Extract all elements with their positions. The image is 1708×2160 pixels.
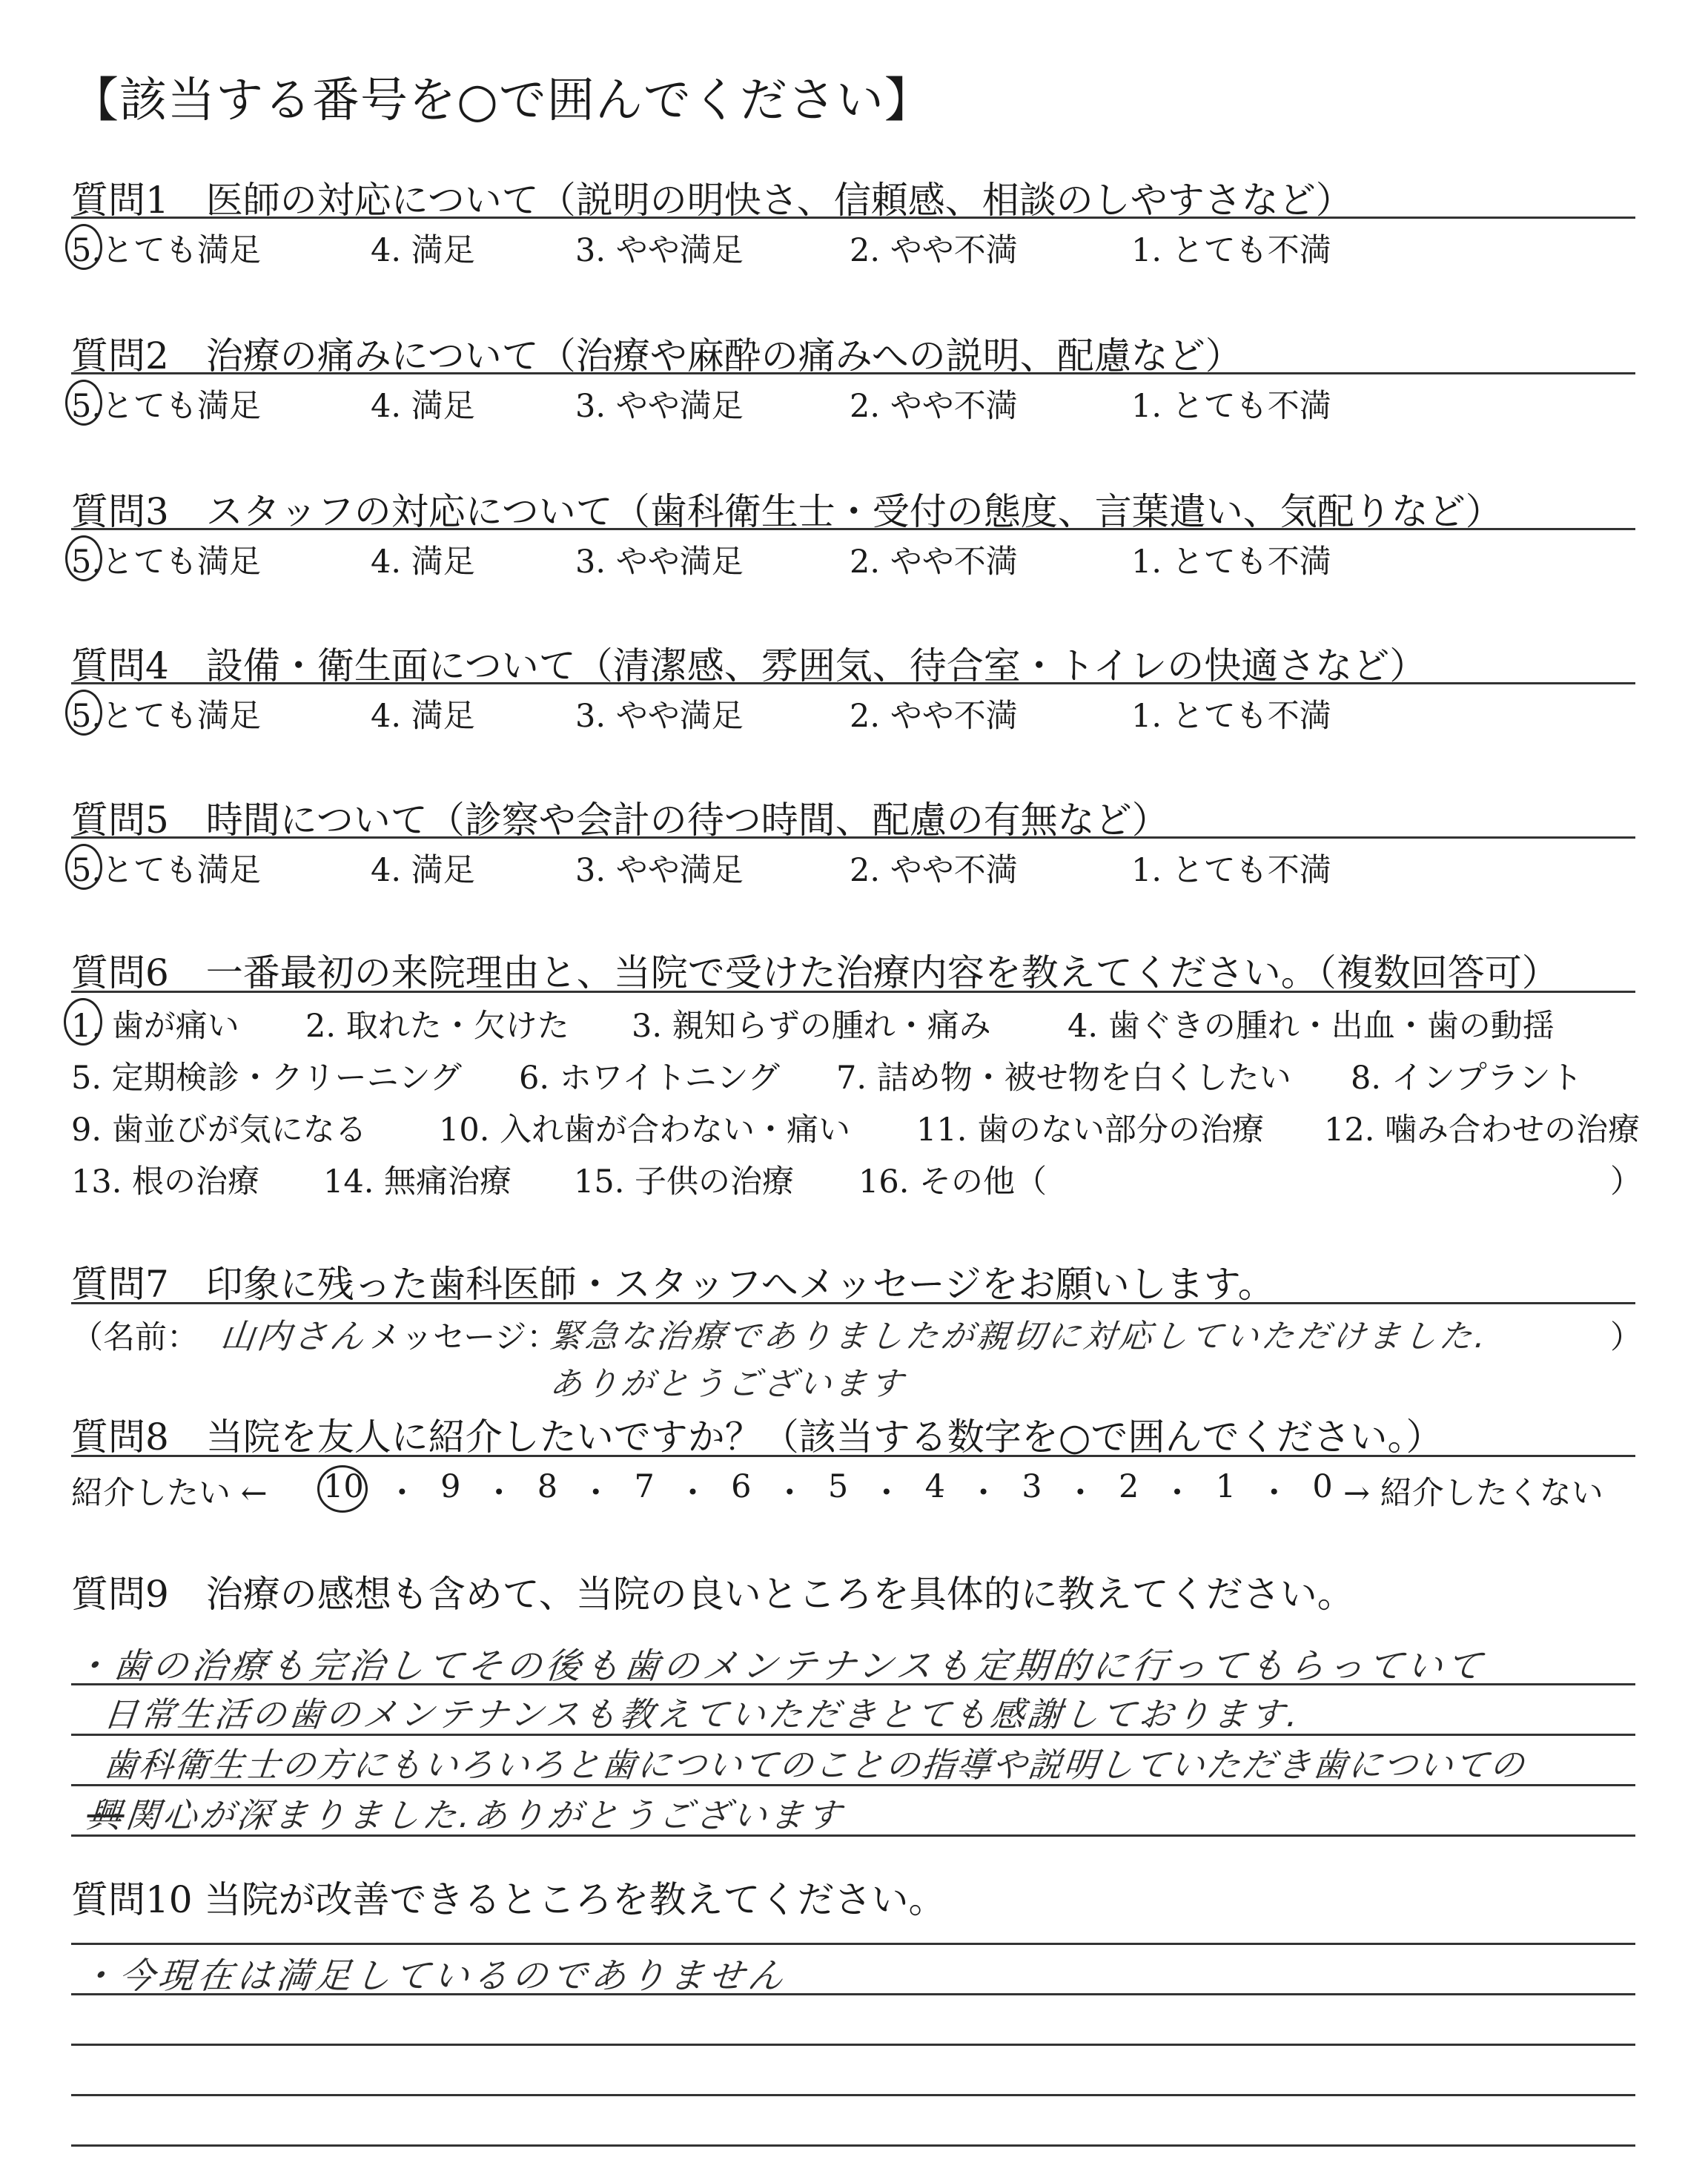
q10-rule-5	[71, 2144, 1635, 2147]
q5-title: 質問5 時間について（診察や会計の待つ時間、配慮の有無など）	[71, 799, 1169, 842]
q9-title: 質問9 治療の感想も含めて、当院の良いところを具体的に教えてください。	[71, 1573, 1354, 1616]
q2-option-5[interactable]: 5.とても満足	[71, 388, 262, 425]
q6-rule	[71, 991, 1635, 993]
q8-scale-8[interactable]: 8	[537, 1468, 558, 1505]
q3-rule	[71, 528, 1635, 530]
q8-scale-7[interactable]: 7	[634, 1468, 655, 1505]
page-title: 【該当する番号を○で囲んでください】	[71, 73, 933, 128]
q6-option-3[interactable]: 3. 親知らずの腫れ・痛み	[632, 1008, 991, 1045]
q7-name-label: （名前：	[71, 1319, 199, 1356]
q5-selection-circle	[65, 844, 102, 890]
q9-struck-word: 興	[85, 1795, 127, 1835]
q8-scale-dot: ・	[967, 1475, 1000, 1512]
q7-message-label: メッセージ：	[369, 1319, 559, 1356]
q6-option-1[interactable]: 1. 歯が痛い	[71, 1008, 239, 1045]
q8-scale-2[interactable]: 2	[1118, 1468, 1139, 1505]
q8-scale-dot: ・	[773, 1475, 806, 1512]
q1-rule	[71, 217, 1635, 219]
q5-option-5[interactable]: 5.とても満足	[71, 852, 262, 889]
q6-option-16[interactable]: 16. その他（	[858, 1163, 1047, 1200]
q8-scale-9[interactable]: 9	[440, 1468, 461, 1505]
q8-scale-dot: ・	[580, 1475, 612, 1512]
q10-rule-4	[71, 2094, 1635, 2096]
q9-answer-line-2: 日常生活の歯のメンテナンスも教えていただきとても感謝しております.	[101, 1694, 1303, 1734]
q5-rule	[71, 836, 1635, 839]
q8-scale-6[interactable]: 6	[731, 1468, 752, 1505]
q8-scale-5[interactable]: 5	[827, 1468, 849, 1505]
q6-option-12[interactable]: 12. 噛み合わせの治療	[1324, 1112, 1641, 1149]
q3-option-1[interactable]: 1. とても不満	[1131, 544, 1331, 581]
q7-name-value: 山内さん	[218, 1316, 368, 1356]
q6-option-10[interactable]: 10. 入れ歯が合わない・痛い	[439, 1112, 851, 1149]
q8-title: 質問8 当院を友人に紹介したいですか？（該当する数字を○で囲んでください。）	[71, 1416, 1443, 1459]
q3-option-5[interactable]: 5.とても満足	[71, 544, 262, 581]
q1-selection-circle	[65, 224, 102, 270]
q5-option-3[interactable]: 3. やや満足	[575, 852, 744, 889]
q5-option-2[interactable]: 2. やや不満	[850, 852, 1018, 889]
q8-scale-4[interactable]: 4	[924, 1468, 945, 1505]
q2-option-4[interactable]: 4. 満足	[371, 388, 475, 425]
q8-selection-circle	[317, 1465, 368, 1513]
q8-scale-dot: ・	[870, 1475, 903, 1512]
q2-option-1[interactable]: 1. とても不満	[1131, 388, 1331, 425]
q1-title: 質問1 医師の対応について（説明の明快さ、信頼感、相談のしやすさなど）	[71, 179, 1353, 222]
q6-option-15[interactable]: 15. 子供の治療	[574, 1163, 795, 1200]
q7-message-line-2: ありがとうございます	[547, 1365, 908, 1403]
q4-title: 質問4 設備・衛生面について（清潔感、雰囲気、待合室・トイレの快適さなど）	[71, 644, 1427, 687]
q7-title: 質問7 印象に残った歯科医師・スタッフへメッセージをお願いします。	[71, 1263, 1275, 1306]
q10-title: 質問10 当院が改善できるところを教えてください。	[71, 1878, 946, 1921]
q3-option-4[interactable]: 4. 満足	[371, 544, 475, 581]
q2-title: 質問2 治療の痛みについて（治療や麻酔の痛みへの説明、配慮など）	[71, 334, 1242, 377]
q6-option-7[interactable]: 7. 詰め物・被せ物を白くしたい	[836, 1060, 1291, 1097]
q6-title: 質問6 一番最初の来院理由と、当院で受けた治療内容を教えてください。（複数回答可）	[71, 951, 1559, 994]
q8-scale-dot: ・	[1258, 1475, 1291, 1512]
q8-left-label: 紹介したい ←	[71, 1475, 268, 1512]
q9-answer-line-3: 歯科衛生士の方にもいろいろと歯についてのことの指導や説明していただき歯についての	[101, 1745, 1528, 1785]
q8-scale-3[interactable]: 3	[1022, 1468, 1042, 1505]
q1-option-3[interactable]: 3. やや満足	[575, 232, 744, 269]
q7-close-paren: ）	[1610, 1319, 1642, 1356]
q6-option-8[interactable]: 8. インプラント	[1351, 1060, 1583, 1097]
q8-scale-dot: ・	[1064, 1475, 1096, 1512]
q1-option-1[interactable]: 1. とても不満	[1131, 232, 1331, 269]
q6-option-2[interactable]: 2. 取れた・欠けた	[305, 1008, 569, 1045]
q2-option-2[interactable]: 2. やや不満	[850, 388, 1018, 425]
q4-option-5[interactable]: 5.とても満足	[71, 698, 262, 735]
q6-option-9[interactable]: 9. 歯並びが気になる	[71, 1112, 367, 1149]
q6-option-5[interactable]: 5. 定期検診・クリーニング	[71, 1060, 462, 1097]
q1-option-5[interactable]: 5.とても満足	[71, 232, 262, 269]
q4-option-2[interactable]: 2. やや不満	[850, 698, 1018, 735]
q7-rule	[71, 1302, 1635, 1304]
q6-option-11[interactable]: 11. 歯のない部分の治療	[916, 1112, 1265, 1149]
q2-selection-circle	[65, 380, 102, 426]
q2-option-3[interactable]: 3. やや満足	[575, 388, 744, 425]
q10-answer-line-1: ・今現在は満足しているのでありません	[77, 1955, 790, 1997]
q4-rule	[71, 682, 1635, 684]
q3-option-3[interactable]: 3. やや満足	[575, 544, 744, 581]
q3-selection-circle	[65, 535, 102, 581]
q4-option-3[interactable]: 3. やや満足	[575, 698, 744, 735]
q4-selection-circle	[65, 690, 102, 736]
q9-answer-line-1: ・歯の治療も完治してその後も歯のメンテナンスも定期的に行ってもらっていて	[71, 1645, 1488, 1687]
q8-scale-dot: ・	[483, 1475, 515, 1512]
q6-option-14[interactable]: 14. 無痛治療	[323, 1163, 512, 1200]
q5-option-4[interactable]: 4. 満足	[371, 852, 475, 889]
q6-option-4[interactable]: 4. 歯ぐきの腫れ・出血・歯の動揺	[1068, 1008, 1555, 1045]
q8-scale-0[interactable]: 0	[1312, 1468, 1333, 1505]
q8-scale-1[interactable]: 1	[1215, 1468, 1237, 1505]
q6-other-close-paren: ）	[1610, 1163, 1642, 1200]
q6-option-13[interactable]: 13. 根の治療	[71, 1163, 260, 1200]
q8-right-label: → 紹介したくない	[1343, 1475, 1603, 1512]
q3-option-2[interactable]: 2. やや不満	[850, 544, 1018, 581]
q5-option-1[interactable]: 1. とても不満	[1131, 852, 1331, 889]
q8-scale	[323, 1468, 1333, 1513]
q3-title: 質問3 スタッフの対応について（歯科衛生士・受付の態度、言葉遣い、気配りなど）	[71, 490, 1503, 533]
q7-message-line-1: 緊急な治療でありましたが親切に対応していただけました.	[547, 1318, 1491, 1355]
q8-scale-dot: ・	[677, 1475, 709, 1512]
q9-answer-line-4: 関心が深まりました.ありがとうございます	[123, 1795, 847, 1835]
q8-scale-dot: ・	[385, 1475, 418, 1512]
q4-option-1[interactable]: 1. とても不満	[1131, 698, 1331, 735]
q6-option-6[interactable]: 6. ホワイトニング	[519, 1060, 780, 1097]
q1-option-4[interactable]: 4. 満足	[371, 232, 475, 269]
q8-scale-10[interactable]: 10	[323, 1468, 364, 1505]
q10-rule-1	[71, 1943, 1635, 1945]
q4-option-4[interactable]: 4. 満足	[371, 698, 475, 735]
q2-rule	[71, 372, 1635, 374]
q6-selection-circle	[64, 998, 102, 1046]
q8-scale-dot: ・	[1161, 1475, 1194, 1512]
q10-rule-3	[71, 2044, 1635, 2046]
q8-rule	[71, 1455, 1635, 1457]
q1-option-2[interactable]: 2. やや不満	[850, 232, 1018, 269]
